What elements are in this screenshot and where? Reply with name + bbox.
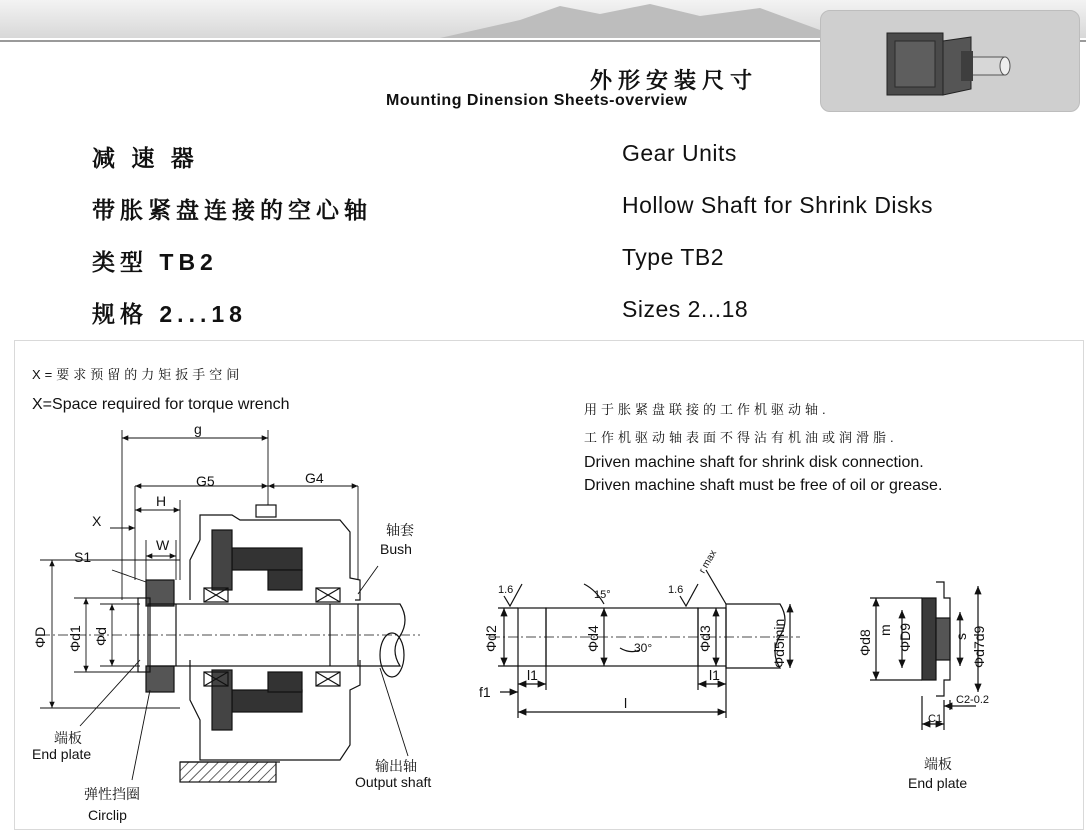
dim-f1: f1 bbox=[479, 684, 491, 700]
note-space-cn: X=要求预留的力矩扳手空间 bbox=[32, 367, 244, 382]
row-hollow-shaft-en: Hollow Shaft for Shrink Disks bbox=[622, 192, 934, 218]
row-gear-units-en: Gear Units bbox=[622, 140, 737, 166]
dim-W: W bbox=[156, 537, 170, 553]
note-driven-cn-1: 用于胀紧盘联接的工作机驱动轴. bbox=[584, 402, 830, 417]
dim-H: H bbox=[156, 493, 167, 509]
row-hollow-shaft-cn: 带胀紧盘连接的空心轴 bbox=[92, 197, 372, 223]
dim-Phid8: Φd8 bbox=[857, 629, 873, 656]
page-title-cn: 外形安装尺寸 bbox=[590, 68, 759, 93]
note-driven-en-2: Driven machine shaft must be free of oil or grease. bbox=[584, 477, 943, 494]
row-sizes-en: Sizes 2...18 bbox=[622, 296, 749, 322]
dim-S1: S1 bbox=[74, 549, 92, 565]
dim-PhiD: ΦD bbox=[32, 626, 48, 648]
dim-PhiD9: ΦD9 bbox=[897, 622, 913, 652]
dim-Phid1: Φd1 bbox=[67, 625, 83, 652]
dim-Phid2: Φd2 bbox=[483, 625, 499, 652]
callout-end-plate-cn: 端板 bbox=[54, 730, 82, 746]
dim-G4: G4 bbox=[305, 470, 324, 486]
dim-g: g bbox=[194, 421, 202, 437]
row-gear-units-cn: 减 速 器 bbox=[92, 145, 199, 171]
row-sizes-cn: 规格 2...18 bbox=[92, 301, 247, 327]
dim-Phid4: Φd4 bbox=[585, 625, 601, 652]
dim-roughness-a: 1.6 bbox=[498, 584, 514, 596]
dim-Phid3: Φd3 bbox=[697, 625, 713, 652]
page-title-en: Mounting Dinension Sheets-overview bbox=[386, 92, 688, 109]
dim-C1: C1 bbox=[928, 713, 943, 725]
dim-Phid5: Φd5min bbox=[771, 618, 787, 668]
dim-C2: C2-0.2 bbox=[956, 694, 990, 706]
row-type-en: Type TB2 bbox=[622, 244, 725, 270]
note-driven-cn-2: 工作机驱动轴表面不得沾有机油或润滑脂. bbox=[584, 430, 898, 445]
dim-Phid: Φd bbox=[93, 627, 109, 646]
dim-m: m bbox=[877, 624, 893, 636]
dim-X: X bbox=[92, 513, 102, 529]
note-driven-en-1: Driven machine shaft for shrink disk connection. bbox=[584, 454, 924, 471]
dim-s: s bbox=[953, 633, 969, 640]
dim-roughness-b: 1.6 bbox=[668, 584, 684, 596]
callout-end-plate2-en: End plate bbox=[908, 775, 968, 791]
callout-end-plate2-cn: 端板 bbox=[924, 756, 952, 772]
dim-rmax: r max bbox=[697, 548, 720, 576]
dim-l: l bbox=[624, 695, 628, 711]
dim-Phid7: Φd7d9 bbox=[971, 625, 987, 668]
gear-unit-thumbnail-card bbox=[820, 10, 1080, 112]
dim-l1-left: l1 bbox=[527, 667, 538, 683]
callout-circlip-en: Circlip bbox=[88, 807, 127, 823]
end-plate-detail bbox=[870, 582, 978, 730]
callout-output-shaft-cn: 输出轴 bbox=[375, 758, 417, 774]
dim-l1-right: l1 bbox=[709, 667, 720, 683]
callout-bush-en: Bush bbox=[380, 541, 412, 557]
gear-unit-thumbnail bbox=[821, 11, 1079, 111]
callout-end-plate-en: End plate bbox=[32, 746, 92, 762]
dim-angle-30: 30° bbox=[634, 641, 653, 655]
callout-circlip-cn: 弹性挡圈 bbox=[84, 786, 140, 802]
dim-G5: G5 bbox=[196, 473, 215, 489]
note-space-en: X=Space required for torque wrench bbox=[32, 396, 290, 413]
callout-bush-cn: 轴套 bbox=[386, 522, 414, 538]
callout-output-shaft-en: Output shaft bbox=[355, 774, 432, 790]
dim-angle-15: 15° bbox=[594, 589, 611, 601]
row-type-cn: 类型 TB2 bbox=[92, 249, 218, 275]
